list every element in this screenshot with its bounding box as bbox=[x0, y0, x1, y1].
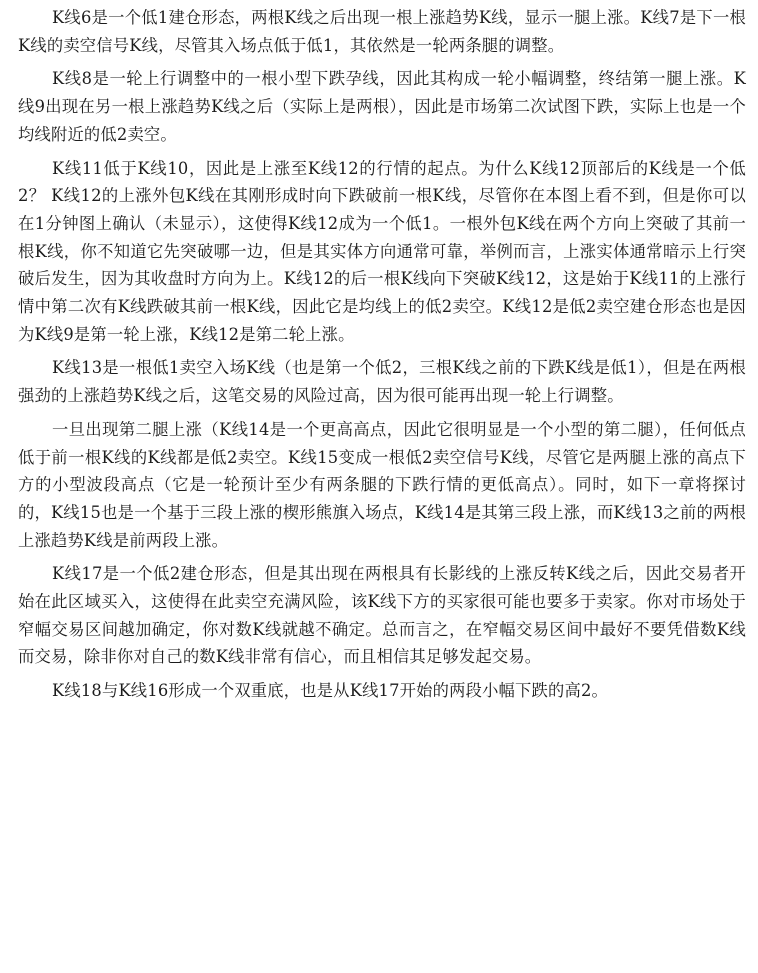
paragraph-2: K线8是一轮上行调整中的一根小型下跌孕线，因此其构成一轮小幅调整，终结第一腿上涨。K线9出现在另一根上涨趋势K线之后（实际上是两根），因此是市场第二次试图下跌，实际上也是一个均线附近的低2卖空。 bbox=[18, 69, 746, 144]
paragraph-3: K线11低于K线10，因此是上涨至K线12的行情的起点。为什么K线12顶部后的K线是一个低2？ K线12的上涨外包K线在其刚形成时向下跌破前一根K线，尽管你在本图上看不到，但是你可以在1分钟图上确认（未显示），这使得K线12成为一个低1。一根外包K线在两个方向上突破了其前一根K线，你不知道它先突破哪一边，但是其实体方向通常可靠，举例而言，上涨实体通常暗示上行突破后发生，因为其收盘时方向为上。K线12的后一根K线向下突破K线12，这是始于K线11的上涨行情中第二次有K线跌破其前一根K线，因此它是均线上的低2卖空。K线12是低2卖空建仓形态也是因为K线9是第一轮上涨，K线12是第二轮上涨。 bbox=[18, 158, 746, 344]
document-page bbox=[18, 0, 746, 711]
paragraph-4: K线13是一根低1卖空入场K线（也是第一个低2，三根K线之前的下跌K线是低1），但是在两根强劲的上涨趋势K线之后，这笔交易的风险过高，因为很可能再出现一轮上行调整。 bbox=[18, 358, 746, 406]
paragraph-1: K线6是一个低1建仓形态，两根K线之后出现一根上涨趋势K线，显示一腿上涨。K线7是下一根K线的卖空信号K线，尽管其入场点低于低1，其依然是一轮两条腿的调整。 bbox=[18, 8, 746, 55]
paragraph-7: K线18与K线16形成一个双重底，也是从K线17开始的两段小幅下跌的高2。 bbox=[52, 681, 608, 701]
paragraph-5: 一旦出现第二腿上涨（K线14是一个更高高点，因此它很明显是一个小型的第二腿），任何低点低于前一根K线的K线都是低2卖空。K线15变成一根低2卖空信号K线，尽管它是两腿上涨的高点下方的小型波段高点（它是一轮预计至少有两条腿的下跌行情的更低高点）。同时，如下一章将探讨的，K线15也是一个基于三段上涨的楔形熊旗入场点，K线14是其第三段上涨，而K线13之前的两根上涨趋势K线是前两段上涨。 bbox=[18, 419, 746, 550]
paragraph-6: K线17是一个低2建仓形态，但是其出现在两根具有长影线的上涨反转K线之后，因此交易者开始在此区域买入，这使得在此卖空充满风险，该K线下方的买家很可能也要多于卖家。你对市场处于窄幅交易区间越加确定，你对数K线就越不确定。总而言之，在窄幅交易区间中最好不要凭借数K线而交易，除非你对自己的数K线非常有信心，而且相信其足够发起交易。 bbox=[18, 564, 746, 667]
